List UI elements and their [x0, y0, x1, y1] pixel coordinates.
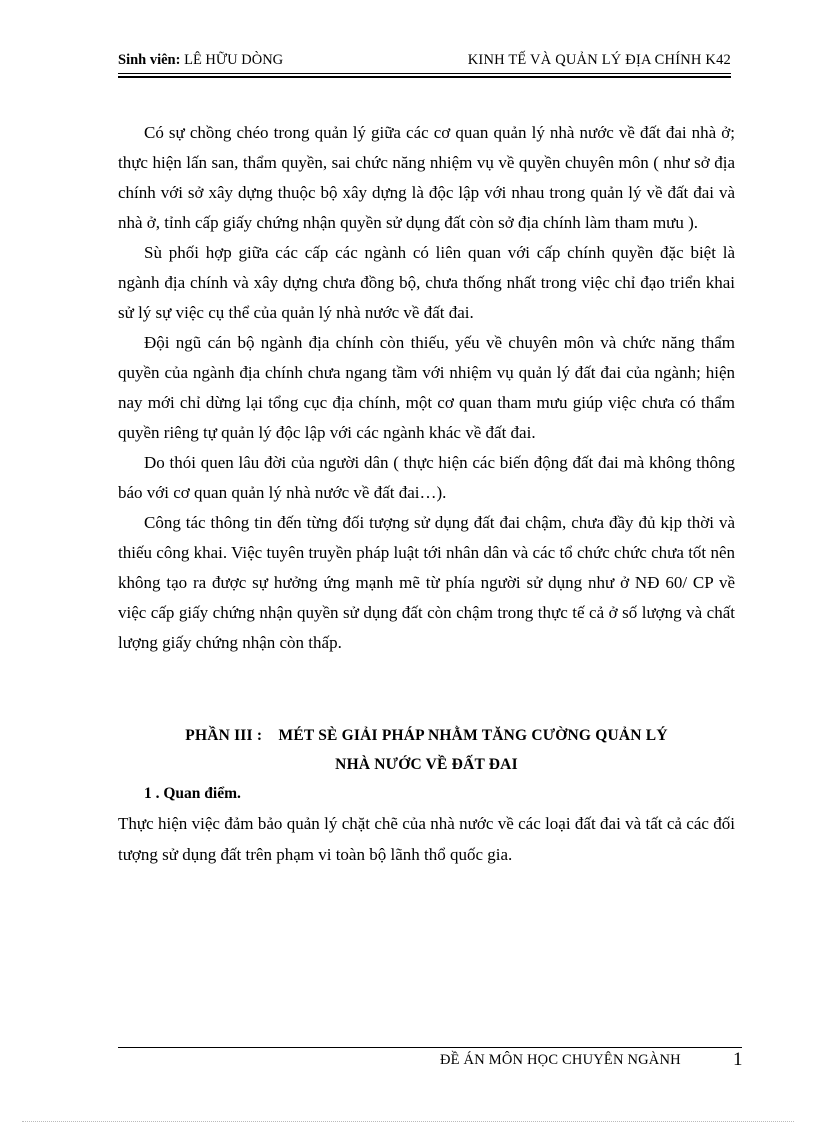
section-title-line-2: NHÀ NƯỚC VỀ ĐẤT ĐAI [335, 756, 518, 773]
student-name: LÊ HỮU DÒNG [184, 52, 284, 68]
paragraph: Công tác thông tin đến từng đối tượng sử dụng đất đai chậm, chưa đầy đủ kịp thời và thiếu công khai. Việc tuyên truyền pháp luật tới nhân dân và các tổ chức chức chưa tốt nên không tạo ra được sự hưởng ứng mạnh mẽ từ phía người sử dụng như ở NĐ 60/ CP về việc cấp giấy chứng nhận quyền sử dụng đất còn chậm trong thực tế cả ở số lượng và chất lượng giấy chứng nhận còn thấp. [118, 513, 735, 652]
footer-label: ĐỀ ÁN MÔN HỌC CHUYÊN NGÀNH [440, 1052, 681, 1068]
student-info [118, 50, 283, 70]
paragraph: Đội ngũ cán bộ ngành địa chính còn thiếu, yếu về chuyên môn và chức năng thẩm quyền của ngành địa chính chưa ngang tầm với nhiệm vụ quản lý đất đai của ngành; hiện nay mới chỉ dừng lại tổng cục địa chính, một cơ quan tham mưu giúp việc chưa có thẩm quyền riêng tự quản lý độc lập với các ngành khác về đất đai. [118, 333, 735, 442]
subsection-paragraph: Thực hiện việc đảm bảo quản lý chặt chẽ của nhà nước về các loại đất đai và tất cả các đối tượng sử dụng đất trên phạm vi toàn bộ lãnh thổ quốc gia. [118, 814, 735, 864]
page-header [118, 50, 731, 70]
section-title-line-1: PHẦN III : MÉT SÈ GIẢI PHÁP NHẰM TĂNG CƯỜNG QUẢN LÝ [185, 727, 668, 744]
page-body [118, 118, 735, 870]
paragraph: Do thói quen lâu đời của người dân ( thực hiện các biến động đất đai mà không thông báo với cơ quan quản lý nhà nước về đất đai…). [118, 453, 735, 502]
student-label: Sinh viên: [118, 52, 181, 68]
course-title: KINH TẾ VÀ QUẢN LÝ ĐỊA CHÍNH K42 [467, 52, 731, 68]
page-bottom-border [22, 1121, 794, 1122]
header-divider [118, 73, 731, 74]
header-divider-thick [118, 76, 731, 78]
page-number: 1 [733, 1049, 743, 1070]
paragraph: Sù phối hợp giữa các cấp các ngành có liên quan với cấp chính quyền đặc biệt là ngành địa chính và xây dựng chưa đồng bộ, chưa thống nhất trong việc chỉ đạo triển khai sử lý sự việc cụ thể của quản lý nhà nước về đất đai. [118, 243, 735, 322]
paragraph: Có sự chồng chéo trong quản lý giữa các cơ quan quản lý nhà nước về đất đai nhà ở; thực hiện lấn san, thẩm quyền, sai chức năng nhiệm vụ về quyền chuyên môn ( như sở địa chính với sở xây dựng thuộc bộ xây dựng là độc lập với nhau trong quản lý về đất đai và nhà ở, tỉnh cấp giấy chứng nhận quyền sử dụng đất còn sở địa chính làm tham mưu ). [118, 123, 735, 232]
subsection-heading: 1 . Quan điểm. [144, 785, 241, 802]
footer-divider [118, 1047, 742, 1048]
section-title [118, 721, 735, 779]
